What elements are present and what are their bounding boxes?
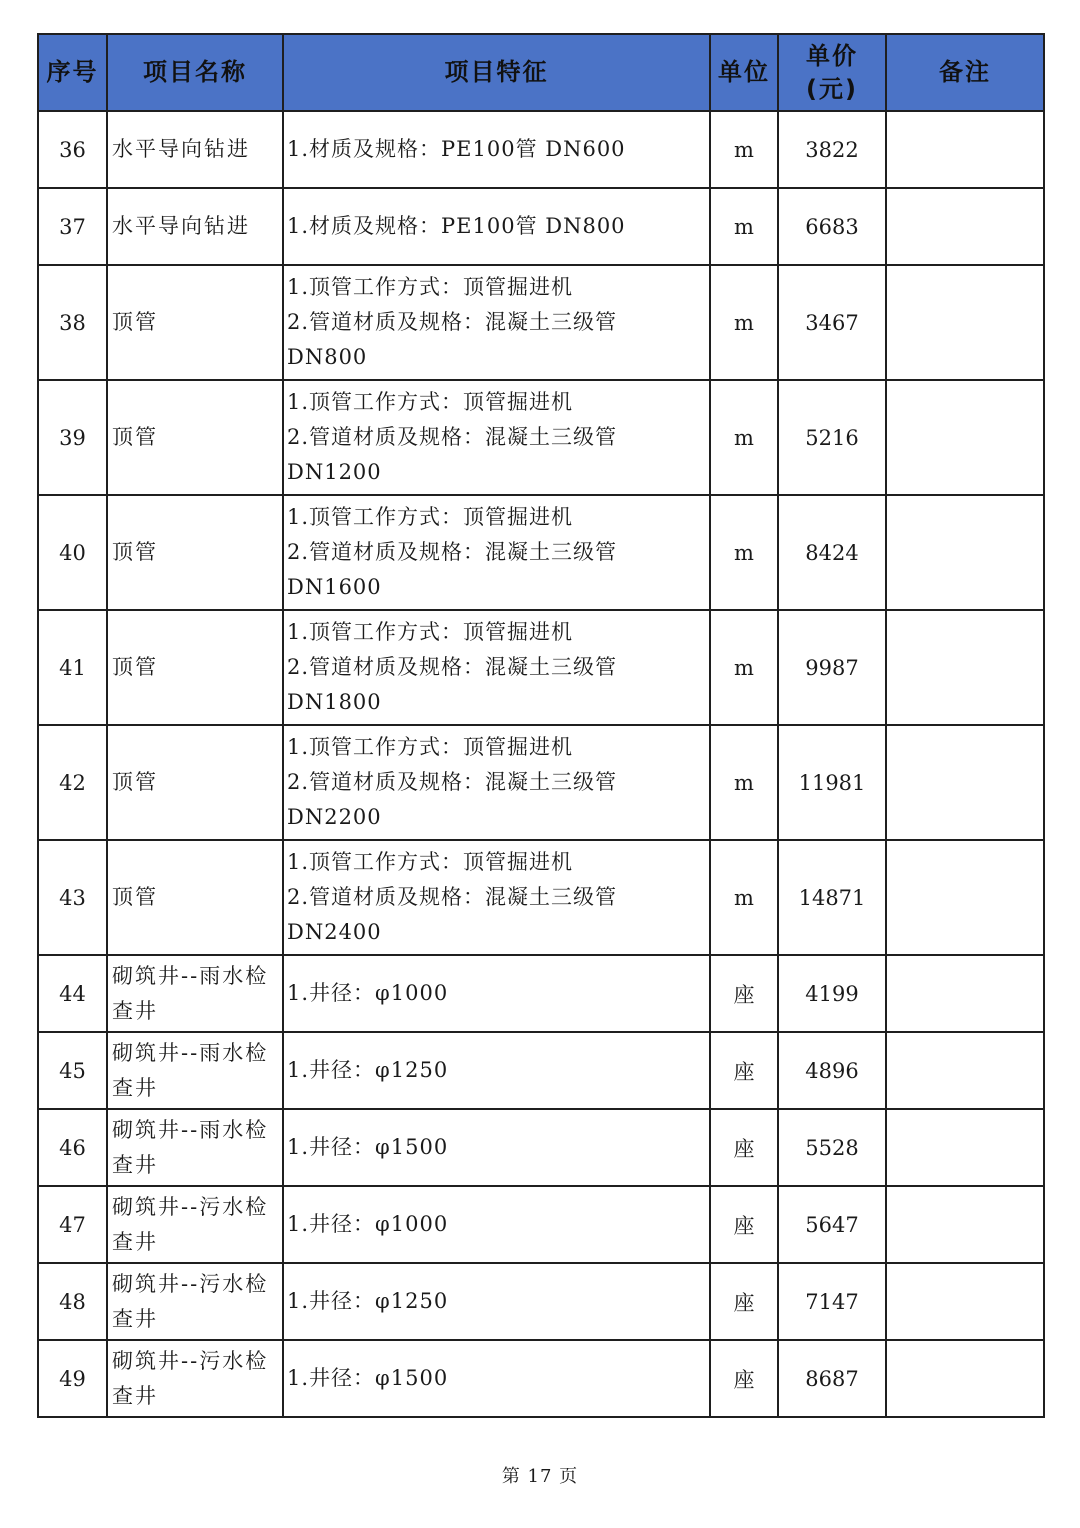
cell-price: 5528 bbox=[778, 1109, 886, 1186]
cell-feature-line: DN800 bbox=[287, 345, 368, 369]
cell-name bbox=[107, 265, 283, 380]
cell-feature-line: 1.顶管工作方式：顶管掘进机 bbox=[287, 505, 574, 529]
table-row bbox=[38, 1263, 1044, 1340]
cell-feature-line: 2.管道材质及规格：混凝土三级管 bbox=[287, 425, 618, 449]
cell-feature bbox=[283, 380, 710, 495]
header-price-line1: 单价 bbox=[806, 42, 858, 71]
cell-no: 40 bbox=[38, 495, 107, 610]
header-price bbox=[778, 34, 886, 111]
cell-name bbox=[107, 1340, 283, 1417]
cell-feature bbox=[283, 111, 710, 188]
cell-name-line: 砌筑井--雨水检 bbox=[112, 1117, 269, 1142]
cell-name-line: 查井 bbox=[112, 1383, 158, 1408]
cell-unit: m bbox=[710, 265, 778, 380]
cell-name bbox=[107, 725, 283, 840]
cell-name-line: 查井 bbox=[112, 1229, 158, 1254]
cell-unit: m bbox=[710, 495, 778, 610]
cell-feature-line: DN1200 bbox=[287, 460, 382, 484]
cell-feature bbox=[283, 265, 710, 380]
cell-no: 45 bbox=[38, 1032, 107, 1109]
cell-name-line: 砌筑井--污水检 bbox=[112, 1348, 269, 1373]
table-row bbox=[38, 188, 1044, 265]
cell-name-line: 砌筑井--雨水检 bbox=[112, 1040, 269, 1065]
cell-name-line: 顶管 bbox=[112, 885, 158, 909]
header-feature: 项目特征 bbox=[283, 34, 710, 111]
cell-price: 6683 bbox=[778, 188, 886, 265]
cell-unit: m bbox=[710, 840, 778, 955]
cell-unit: 座 bbox=[710, 1032, 778, 1109]
cell-feature-line: 1.顶管工作方式：顶管掘进机 bbox=[287, 390, 574, 414]
page-number: 第 17 页 bbox=[501, 1466, 579, 1487]
table-row bbox=[38, 1032, 1044, 1109]
header-price-line2: (元) bbox=[806, 74, 858, 103]
cell-unit: m bbox=[710, 188, 778, 265]
cell-name bbox=[107, 610, 283, 725]
cell-unit: m bbox=[710, 725, 778, 840]
cell-name bbox=[107, 380, 283, 495]
cell-feature-line: DN1600 bbox=[287, 575, 382, 599]
cell-note bbox=[886, 1109, 1044, 1186]
cell-note bbox=[886, 188, 1044, 265]
cell-note bbox=[886, 840, 1044, 955]
cell-no: 39 bbox=[38, 380, 107, 495]
cell-unit: m bbox=[710, 610, 778, 725]
cell-name bbox=[107, 1032, 283, 1109]
cell-feature-line: 2.管道材质及规格：混凝土三级管 bbox=[287, 655, 618, 679]
cell-no: 44 bbox=[38, 955, 107, 1032]
cell-no: 43 bbox=[38, 840, 107, 955]
cell-name-line: 顶管 bbox=[112, 425, 158, 449]
cell-name-line: 顶管 bbox=[112, 540, 158, 564]
cell-unit: m bbox=[710, 111, 778, 188]
cell-no: 42 bbox=[38, 725, 107, 840]
table-row bbox=[38, 955, 1044, 1032]
cell-feature-line: 2.管道材质及规格：混凝土三级管 bbox=[287, 540, 618, 564]
cell-feature-line: 2.管道材质及规格：混凝土三级管 bbox=[287, 310, 618, 334]
cell-feature-line: 1.材质及规格：PE100管 DN600 bbox=[287, 137, 626, 161]
table-row bbox=[38, 495, 1044, 610]
table-header bbox=[38, 34, 1044, 111]
cell-unit: 座 bbox=[710, 1263, 778, 1340]
cell-no: 37 bbox=[38, 188, 107, 265]
cell-feature bbox=[283, 1340, 710, 1417]
cell-feature-line: 2.管道材质及规格：混凝土三级管 bbox=[287, 770, 618, 794]
cell-name bbox=[107, 955, 283, 1032]
cell-note bbox=[886, 1186, 1044, 1263]
cell-no: 46 bbox=[38, 1109, 107, 1186]
cell-no: 38 bbox=[38, 265, 107, 380]
cell-feature-line: 1.井径：φ1250 bbox=[287, 1058, 449, 1082]
cell-name bbox=[107, 1186, 283, 1263]
table-row bbox=[38, 725, 1044, 840]
cell-note bbox=[886, 1032, 1044, 1109]
cell-name-line: 砌筑井--雨水检 bbox=[112, 963, 269, 988]
cell-feature-line: 1.井径：φ1500 bbox=[287, 1366, 449, 1390]
cell-feature bbox=[283, 610, 710, 725]
table-body bbox=[38, 111, 1044, 1417]
cell-note bbox=[886, 725, 1044, 840]
cell-note bbox=[886, 265, 1044, 380]
cell-feature-line: DN2200 bbox=[287, 805, 382, 829]
header-name: 项目名称 bbox=[107, 34, 283, 111]
cell-feature-line: 1.顶管工作方式：顶管掘进机 bbox=[287, 850, 574, 874]
cell-unit: 座 bbox=[710, 955, 778, 1032]
cell-feature bbox=[283, 1032, 710, 1109]
cell-name bbox=[107, 840, 283, 955]
cell-unit: 座 bbox=[710, 1186, 778, 1263]
table-row bbox=[38, 380, 1044, 495]
cell-feature bbox=[283, 495, 710, 610]
cell-note bbox=[886, 610, 1044, 725]
table-row bbox=[38, 265, 1044, 380]
cell-price: 5216 bbox=[778, 380, 886, 495]
cell-name-line: 查井 bbox=[112, 1075, 158, 1100]
cell-name bbox=[107, 495, 283, 610]
cell-price: 9987 bbox=[778, 610, 886, 725]
cell-note bbox=[886, 1340, 1044, 1417]
cell-unit: 座 bbox=[710, 1109, 778, 1186]
header-row bbox=[38, 34, 1044, 111]
cell-feature-line: 1.井径：φ1000 bbox=[287, 1212, 449, 1236]
cell-feature-line: 2.管道材质及规格：混凝土三级管 bbox=[287, 885, 618, 909]
cell-feature bbox=[283, 1186, 710, 1263]
cell-price: 3467 bbox=[778, 265, 886, 380]
cell-feature-line: 1.井径：φ1500 bbox=[287, 1135, 449, 1159]
cell-price: 4199 bbox=[778, 955, 886, 1032]
header-unit: 单位 bbox=[710, 34, 778, 111]
cell-feature-line: 1.顶管工作方式：顶管掘进机 bbox=[287, 620, 574, 644]
cell-name-line: 砌筑井--污水检 bbox=[112, 1271, 269, 1296]
cell-feature-line: DN2400 bbox=[287, 920, 382, 944]
cell-unit: 座 bbox=[710, 1340, 778, 1417]
table-row bbox=[38, 1340, 1044, 1417]
price-table bbox=[37, 33, 1045, 1418]
cell-no: 49 bbox=[38, 1340, 107, 1417]
cell-feature bbox=[283, 955, 710, 1032]
cell-name bbox=[107, 1109, 283, 1186]
cell-no: 36 bbox=[38, 111, 107, 188]
table-row bbox=[38, 1186, 1044, 1263]
table-row bbox=[38, 610, 1044, 725]
cell-no: 41 bbox=[38, 610, 107, 725]
cell-price: 7147 bbox=[778, 1263, 886, 1340]
cell-name-line: 查井 bbox=[112, 1306, 158, 1331]
cell-name-line: 查井 bbox=[112, 998, 158, 1023]
cell-name-line: 水平导向钻进 bbox=[112, 137, 250, 161]
cell-name bbox=[107, 111, 283, 188]
cell-price: 11981 bbox=[778, 725, 886, 840]
cell-feature bbox=[283, 1109, 710, 1186]
cell-name-line: 顶管 bbox=[112, 770, 158, 794]
cell-name-line: 水平导向钻进 bbox=[112, 214, 250, 238]
cell-price: 8424 bbox=[778, 495, 886, 610]
table-row bbox=[38, 1109, 1044, 1186]
cell-note bbox=[886, 1263, 1044, 1340]
cell-no: 48 bbox=[38, 1263, 107, 1340]
cell-name-line: 查井 bbox=[112, 1152, 158, 1177]
cell-no: 47 bbox=[38, 1186, 107, 1263]
cell-note bbox=[886, 111, 1044, 188]
cell-feature-line: DN1800 bbox=[287, 690, 382, 714]
cell-note bbox=[886, 955, 1044, 1032]
table-row bbox=[38, 840, 1044, 955]
cell-feature bbox=[283, 1263, 710, 1340]
table-row bbox=[38, 111, 1044, 188]
cell-feature bbox=[283, 188, 710, 265]
cell-feature-line: 1.顶管工作方式：顶管掘进机 bbox=[287, 735, 574, 759]
header-no: 序号 bbox=[38, 34, 107, 111]
cell-feature-line: 1.井径：φ1000 bbox=[287, 981, 449, 1005]
cell-name-line: 顶管 bbox=[112, 310, 158, 334]
cell-feature-line: 1.顶管工作方式：顶管掘进机 bbox=[287, 275, 574, 299]
cell-unit: m bbox=[710, 380, 778, 495]
cell-price: 4896 bbox=[778, 1032, 886, 1109]
cell-price: 14871 bbox=[778, 840, 886, 955]
cell-note bbox=[886, 380, 1044, 495]
header-note: 备注 bbox=[886, 34, 1044, 111]
cell-name bbox=[107, 1263, 283, 1340]
cell-feature bbox=[283, 840, 710, 955]
cell-feature-line: 1.材质及规格：PE100管 DN800 bbox=[287, 214, 626, 238]
cell-name-line: 顶管 bbox=[112, 655, 158, 679]
cell-feature bbox=[283, 725, 710, 840]
cell-feature-line: 1.井径：φ1250 bbox=[287, 1289, 449, 1313]
cell-price: 5647 bbox=[778, 1186, 886, 1263]
cell-price: 8687 bbox=[778, 1340, 886, 1417]
cell-name bbox=[107, 188, 283, 265]
cell-price: 3822 bbox=[778, 111, 886, 188]
cell-name-line: 砌筑井--污水检 bbox=[112, 1194, 269, 1219]
cell-note bbox=[886, 495, 1044, 610]
